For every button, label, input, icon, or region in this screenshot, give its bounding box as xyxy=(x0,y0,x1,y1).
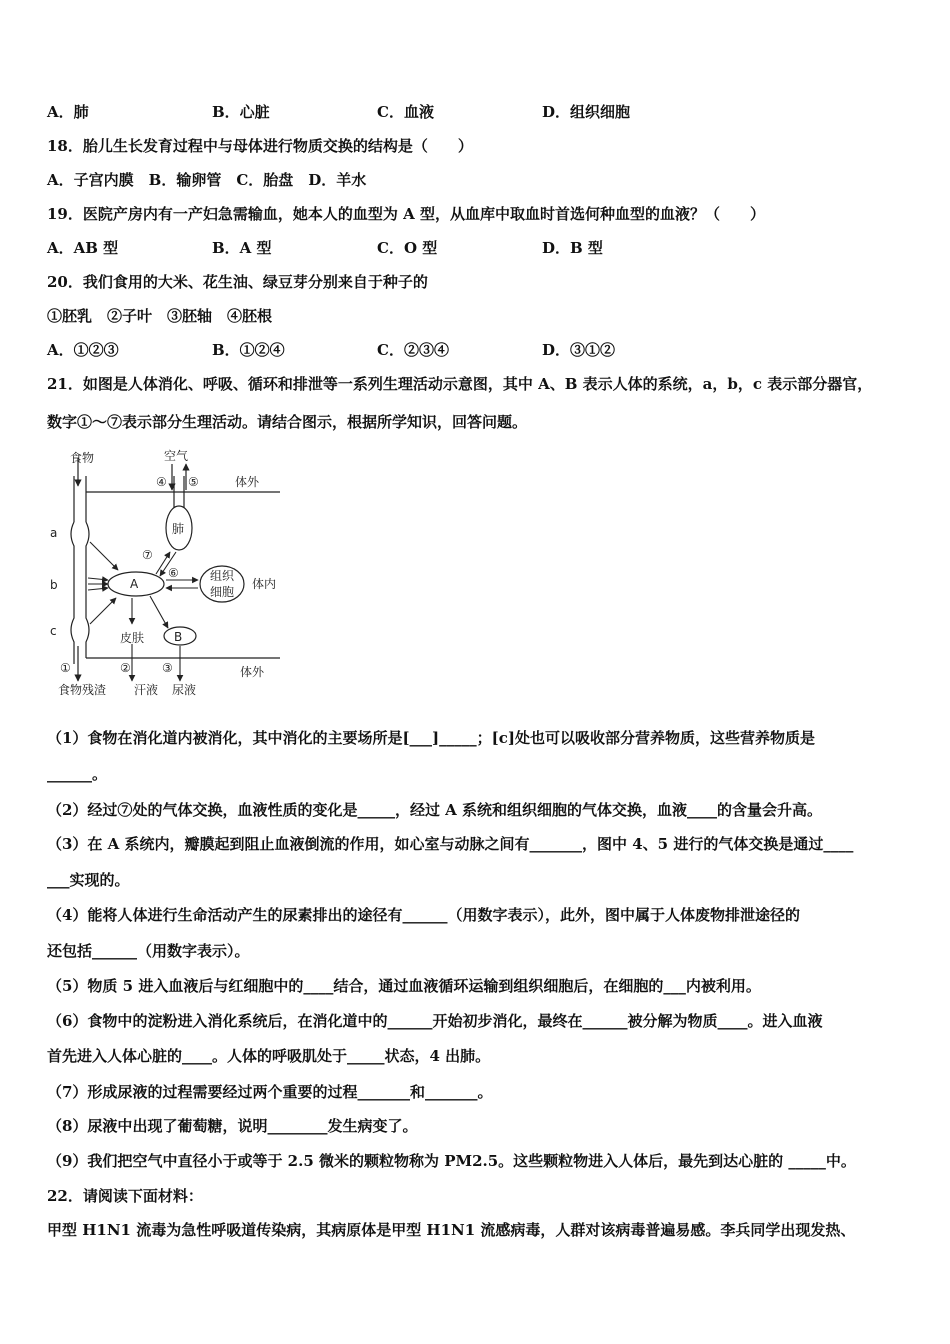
q21-sub-1b: ______。 xyxy=(47,765,108,783)
q20-stem: 20．我们食用的大米、花生油、绿豆芽分别来自于种子的 xyxy=(47,273,428,291)
q21-sub-8: （8）尿液中出现了葡萄糖，说明________发生病变了。 xyxy=(47,1117,418,1135)
label-air: 空气 xyxy=(164,449,189,463)
label-food: 食物 xyxy=(70,451,95,465)
q21-sub-2: （2）经过⑦处的气体交换，血液性质的变化是_____，经过 A 系统和组织细胞的气体交换，血液____的含量会升高。 xyxy=(47,801,823,819)
label-n4: ④ xyxy=(156,475,167,489)
label-n2: ② xyxy=(120,661,131,675)
label-system-b: B xyxy=(174,630,183,644)
label-residue: 食物残渣 xyxy=(58,683,107,697)
label-c: c xyxy=(50,624,57,638)
q22-stem: 22．请阅读下面材料： xyxy=(47,1187,203,1205)
q21-sub-3b: ___实现的。 xyxy=(47,871,130,889)
q21-sub-6b: 首先进入人体心脏的____。人体的呼吸肌处于_____状态，4 出肺。 xyxy=(47,1047,491,1065)
q21-sub-6a: （6）食物中的淀粉进入消化系统后，在消化道中的______开始初步消化，最终在______被分解为物质____。进入血液 xyxy=(47,1012,823,1030)
q17-option-a: A．肺 xyxy=(47,103,89,121)
label-a: a xyxy=(50,526,58,540)
q21-sub-4b: 还包括______（用数字表示）。 xyxy=(47,942,250,960)
q18-options: A．子宫内膜 B．输卵管 C．胎盘 D．羊水 xyxy=(47,171,367,189)
q21-sub-4a: （4）能将人体进行生命活动产生的尿素排出的途径有______（用数字表示），此外，图中属于人体废物排泄途径的 xyxy=(47,906,800,924)
q21-sub-9: （9）我们把空气中直径小于或等于 2.5 微米的颗粒物称为 PM2.5。这些颗粒物进入人体后，最先到达心脏的 _____中。 xyxy=(47,1152,856,1170)
q18-stem: 18．胎儿生长发育过程中与母体进行物质交换的结构是（ ） xyxy=(47,137,473,155)
q19-option-d: D．B 型 xyxy=(542,239,603,257)
label-tissue-1: 组织 xyxy=(210,569,235,583)
trachea xyxy=(172,464,186,508)
q22-paragraph: 甲型 H1N1 流毒为急性呼吸道传染病，其病原体是甲型 H1N1 流感病毒，人群对该病毒普遍易感。李兵同学出现发热、 xyxy=(47,1221,856,1239)
q21-sub-5: （5）物质 5 进入血液后与红细胞中的____结合，通过血液循环运输到组织细胞后，在细胞的___内被利用。 xyxy=(47,977,761,995)
physiology-diagram xyxy=(40,446,300,702)
q20-option-d: D．③①② xyxy=(542,341,616,359)
label-lung: 肺 xyxy=(172,522,185,536)
q21-stem-line1: 21．如图是人体消化、呼吸、循环和排泄等一系列生理活动示意图，其中 A、B 表示人体的系统，a，b，c 表示部分器官， xyxy=(47,375,873,393)
q21-stem-line2: 数字①～⑦表示部分生理活动。请结合图示，根据所学知识，回答问题。 xyxy=(47,413,528,431)
label-inside: 体内 xyxy=(252,577,277,591)
q21-sub-7: （7）形成尿液的过程需要经过两个重要的过程_______和_______。 xyxy=(47,1083,493,1101)
q21-sub-1a: （1）食物在消化道内被消化，其中消化的主要场所是[___]_____；[c]处也可以吸收部分营养物质，这些营养物质是 xyxy=(47,729,815,747)
q19-option-c: C．O 型 xyxy=(377,239,438,257)
q20-option-b: B．①②④ xyxy=(212,341,285,359)
q20-parts: ①胚乳 ②子叶 ③胚轴 ④胚根 xyxy=(47,307,273,325)
q17-option-d: D．组织细胞 xyxy=(542,103,631,121)
label-n7: ⑦ xyxy=(142,548,153,562)
label-n6: ⑥ xyxy=(168,566,179,580)
label-tissue-2: 细胞 xyxy=(210,585,235,599)
label-skin: 皮肤 xyxy=(120,631,145,645)
q20-option-c: C．②③④ xyxy=(377,341,449,359)
label-n5: ⑤ xyxy=(188,475,199,489)
label-outside-top: 体外 xyxy=(235,475,260,489)
q17-option-c: C．血液 xyxy=(377,103,434,121)
label-urine: 尿液 xyxy=(172,683,197,697)
q17-option-b: B．心脏 xyxy=(212,103,270,121)
q20-option-a: A．①②③ xyxy=(47,341,119,359)
label-system-a: A xyxy=(130,577,139,591)
label-n3: ③ xyxy=(162,661,173,675)
label-outside-bottom: 体外 xyxy=(240,665,265,679)
q19-option-b: B．A 型 xyxy=(212,239,272,257)
label-b: b xyxy=(50,578,58,592)
q19-option-a: A．AB 型 xyxy=(47,239,119,257)
label-n1: ① xyxy=(60,661,71,675)
label-sweat: 汗液 xyxy=(134,683,159,697)
q19-stem: 19．医院产房内有一产妇急需输血，她本人的血型为 A 型，从血库中取血时首选何种血型的血液？（ ） xyxy=(47,205,765,223)
q21-sub-3a: （3）在 A 系统内，瓣膜起到阻止血液倒流的作用，如心室与动脉之间有_______，图中 4、5 进行的气体交换是通过____ xyxy=(47,835,854,853)
arrows xyxy=(88,542,198,681)
